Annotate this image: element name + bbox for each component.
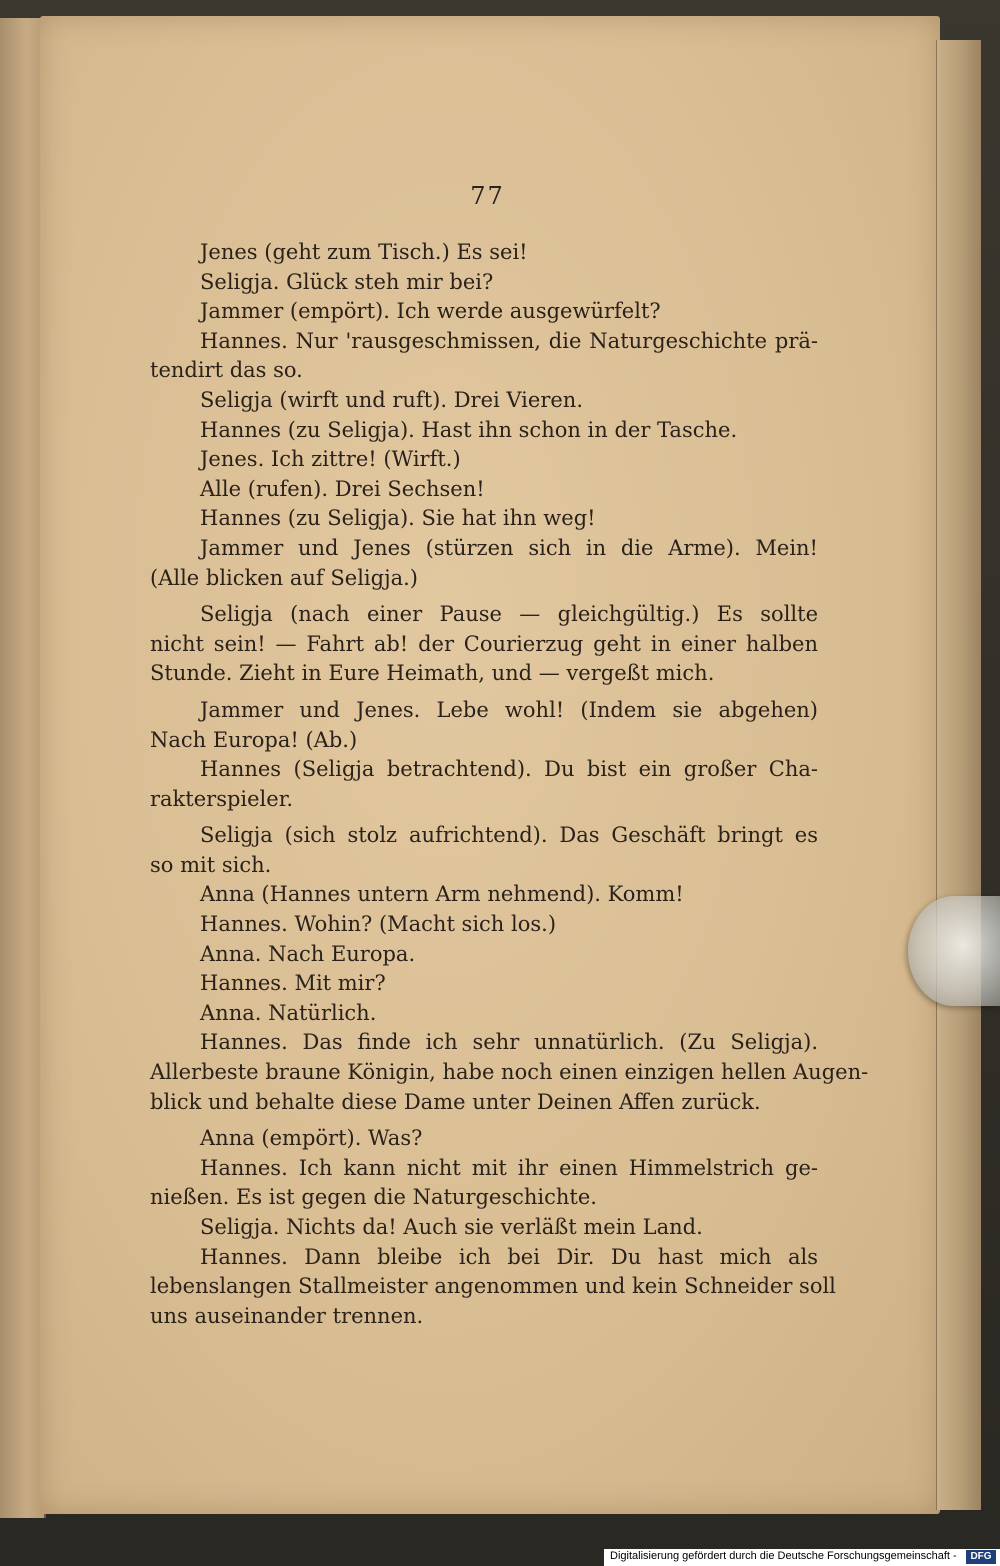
glass-weight-clip — [908, 896, 1000, 1006]
text-line: Hannes. Nur 'rausgeschmissen, die Naturgeschichte prä- — [200, 328, 818, 353]
text-line: Hannes. Das finde ich sehr unnatürlich. (Zu Seligja). — [200, 1030, 818, 1055]
footer-credit: Digitalisierung gefördert durch die Deutsche Forschungsgemeinschaft - — [610, 1550, 957, 1562]
text-line: Nach Europa! (Ab.) — [150, 727, 358, 752]
text-line: Jenes. Ich zittre! (Wirft.) — [200, 447, 461, 472]
page-stack-edge — [936, 40, 981, 1510]
text-line: Seligja (nach einer Pause — gleichgültig.) Es sollte — [200, 602, 818, 627]
text-line: so mit sich. — [150, 852, 272, 877]
text-line: Seligja (wirft und ruft). Drei Vieren. — [200, 387, 583, 412]
text-line: Stunde. Zieht in Eure Heimath, und — vergeßt mich. — [150, 661, 715, 686]
text-line: Allerbeste braune Königin, habe noch einen einzigen hellen Augen- — [150, 1060, 869, 1085]
text-line: Jammer und Jenes (stürzen sich in die Arme). Mein! — [200, 535, 818, 560]
text-line: Hannes (Seligja betrachtend). Du bist ein großer Cha- — [200, 757, 818, 782]
text-line: Hannes. Mit mir? — [200, 971, 386, 996]
text-line: Hannes. Dann bleibe ich bei Dir. Du hast mich als — [200, 1244, 818, 1269]
text-line: Anna (empört). Was? — [200, 1126, 423, 1151]
text-line: Anna. Natürlich. — [200, 1000, 377, 1025]
page-number: 77 — [470, 182, 505, 210]
text-line: Hannes. Wohin? (Macht sich los.) — [200, 912, 557, 937]
text-line: rakterspieler. — [150, 786, 294, 811]
text-line: nießen. Es ist gegen die Naturgeschichte. — [150, 1185, 597, 1210]
text-line: Seligja (sich stolz aufrichtend). Das Geschäft bringt es — [200, 823, 818, 848]
text-line: Hannes (zu Seligja). Sie hat ihn weg! — [200, 506, 596, 531]
text-line: Seligja. Glück steh mir bei? — [200, 269, 494, 294]
text-line: blick und behalte diese Dame unter Deinen Affen zurück. — [150, 1089, 761, 1114]
dfg-logo: DFG — [966, 1550, 996, 1564]
text-line: Jammer und Jenes. Lebe wohl! (Indem sie abgehen) — [200, 697, 818, 722]
text-line: Jenes (geht zum Tisch.) Es sei! — [200, 240, 528, 264]
text-line: Hannes. Ich kann nicht mit ihr einen Himmelstrich ge- — [200, 1155, 818, 1180]
text-line: nicht sein! — Fahrt ab! der Courierzug geht in einer halben — [150, 631, 818, 656]
text-line: Anna (Hannes untern Arm nehmend). Komm! — [200, 882, 684, 907]
text-line: uns auseinander trennen. — [150, 1303, 424, 1328]
text-line: Jammer (empört). Ich werde ausgewürfelt? — [200, 299, 661, 324]
text-line: Hannes (zu Seligja). Hast ihn schon in der Tasche. — [200, 417, 738, 442]
text-line: lebenslangen Stallmeister angenommen und kein Schneider soll — [150, 1274, 836, 1299]
text-line: Alle (rufen). Drei Sechsen! — [200, 476, 485, 501]
text-line: (Alle blicken auf Seligja.) — [150, 565, 418, 590]
text-line: tendirt das so. — [150, 358, 303, 383]
text-line: Anna. Nach Europa. — [200, 941, 416, 966]
text-block — [150, 238, 869, 1331]
text-line: Seligja. Nichts da! Auch sie verläßt mein Land. — [200, 1215, 703, 1239]
